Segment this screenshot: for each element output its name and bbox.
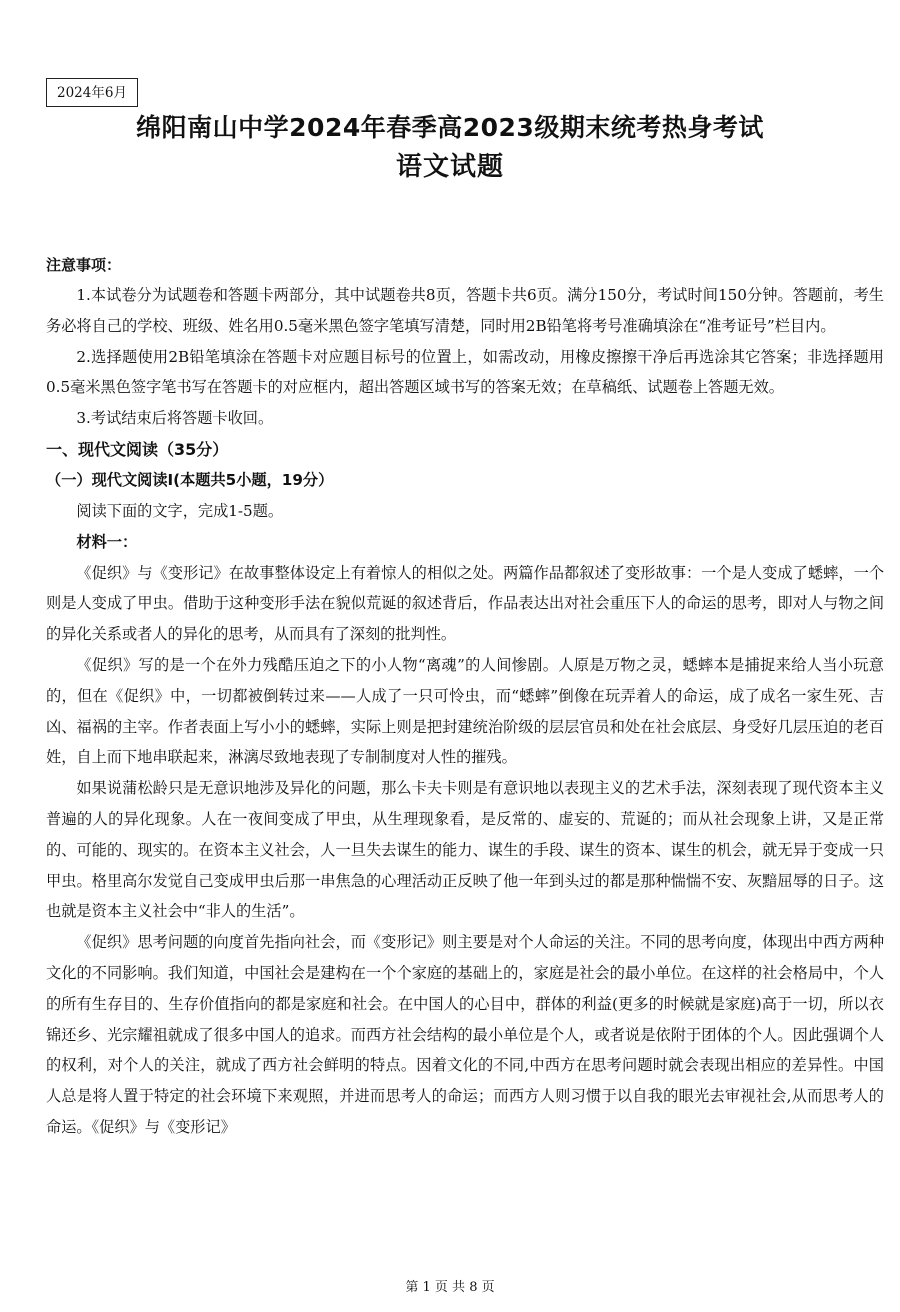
notice-item-3: 3.考试结束后将答题卡收回。 <box>76 409 274 428</box>
material-paragraph: 如果说蒲松龄只是无意识地涉及异化的问题，那么卡夫卡则是有意识地以表现主义的艺术手法，深刻表现了现代资本主义普遍的人的异化现象。人在一夜间变成了甲虫，从生理现象看，是反常的、虚妄的、荒诞的；而从社会现象上讲，又是正常的、可能的、现实的。在资本主义社会，人一旦失去谋生的能力、谋生的手段、谋生的资本、谋生的机会，就无异于变成一只甲虫。格里高尔发觉自己变成甲虫后那一串焦急的心理活动正反映了他一年到头过的都是那种惴惴不安、灰黯屈辱的日子。这也就是资本主义社会中“非人的生活”。 <box>46 779 884 921</box>
notice-heading: 注意事项： <box>46 256 122 274</box>
material-paragraph: 《促织》与《变形记》在故事整体设定上有着惊人的相似之处。两篇作品都叙述了变形故事：一个是人变成了蟋蟀，一个则是人变成了甲虫。借助于这种变形手法在貌似荒诞的叙述背后，作品表达出对社会重压下人的命运的思考，即对人与物之间的异化关系或者人的异化的思考，从而具有了深刻的批判性。 <box>46 563 884 644</box>
date-box: 2024年6月 <box>46 78 138 107</box>
subsection-title: （一）现代文阅读Ⅰ(本题共5小题，19分） <box>46 470 334 489</box>
exam-title: 绵阳南山中学2024年春季高2023级期末统考热身考试 <box>136 113 764 142</box>
notice-item-1: 1.本试卷分为试题卷和答题卡两部分，其中试题卷共8页，答题卡共6页。满分150分，考试时间150分钟。答题前，考生务必将自己的学校、班级、姓名用0.5毫米黑色签字笔填写清楚，同时用2B铅笔将考号准确填涂在“准考证号”栏目内。 <box>46 286 884 335</box>
page-body <box>46 250 884 1143</box>
material-paragraph: 《促织》思考问题的向度首先指向社会，而《变形记》则主要是对个人命运的关注。不同的思考向度，体现出中西方两种文化的不同影响。我们知道，中国社会是建构在一个个家庭的基础上的，家庭是社会的最小单位。在这样的社会格局中，个人的所有生存目的、生存价值指向的都是家庭和社会。在中国人的心目中，群体的利益(更多的时候就是家庭)高于一切，所以衣锦还乡、光宗耀祖就成了很多中国人的追求。而西方社会结构的最小单位是个人，或者说是依附于团体的个人。因此强调个人的权利，对个人的关注，就成了西方社会鲜明的特点。因着文化的不同,中西方在思考问题时就会表现出相应的差异性。中国人总是将人置于特定的社会环境下来观照，并进而思考人的命运；而西方人则习惯于以自我的眼光去审视社会,从而思考人的命运。《促织》与《变形记》 <box>46 933 884 1136</box>
page-footer: 第 1 页 共 8 页 <box>405 1280 495 1295</box>
material-label: 材料一： <box>76 532 138 551</box>
notice-item-2: 2.选择题使用2B铅笔填涂在答题卡对应题目标号的位置上，如需改动，用橡皮擦擦干净后再选涂其它答案；非选择题用0.5毫米黑色签字笔书写在答题卡的对应框内，超出答题区域书写的答案无效；在草稿纸、试题卷上答题无效。 <box>46 347 884 397</box>
exam-subtitle: 语文试题 <box>395 152 504 182</box>
instruction-text: 阅读下面的文字，完成1-5题。 <box>76 501 284 520</box>
section-title: 一、现代文阅读（35分） <box>46 439 229 459</box>
material-paragraph: 《促织》写的是一个在外力残酷压迫之下的小人物“离魂”的人间惨剧。人原是万物之灵，蟋蟀本是捕捉来给人当小玩意的，但在《促织》中，一切都被倒转过来——人成了一只可怜虫，而“蟋蟀”倒像在玩弄着人的命运，成了成名一家生死、吉凶、福祸的主宰。作者表面上写小小的蟋蟀，实际上则是把封建统治阶级的层层官员和处在社会底层、身受好几层压迫的老百姓，自上而下地串联起来，淋漓尽致地表现了专制制度对人性的摧残。 <box>46 655 884 767</box>
